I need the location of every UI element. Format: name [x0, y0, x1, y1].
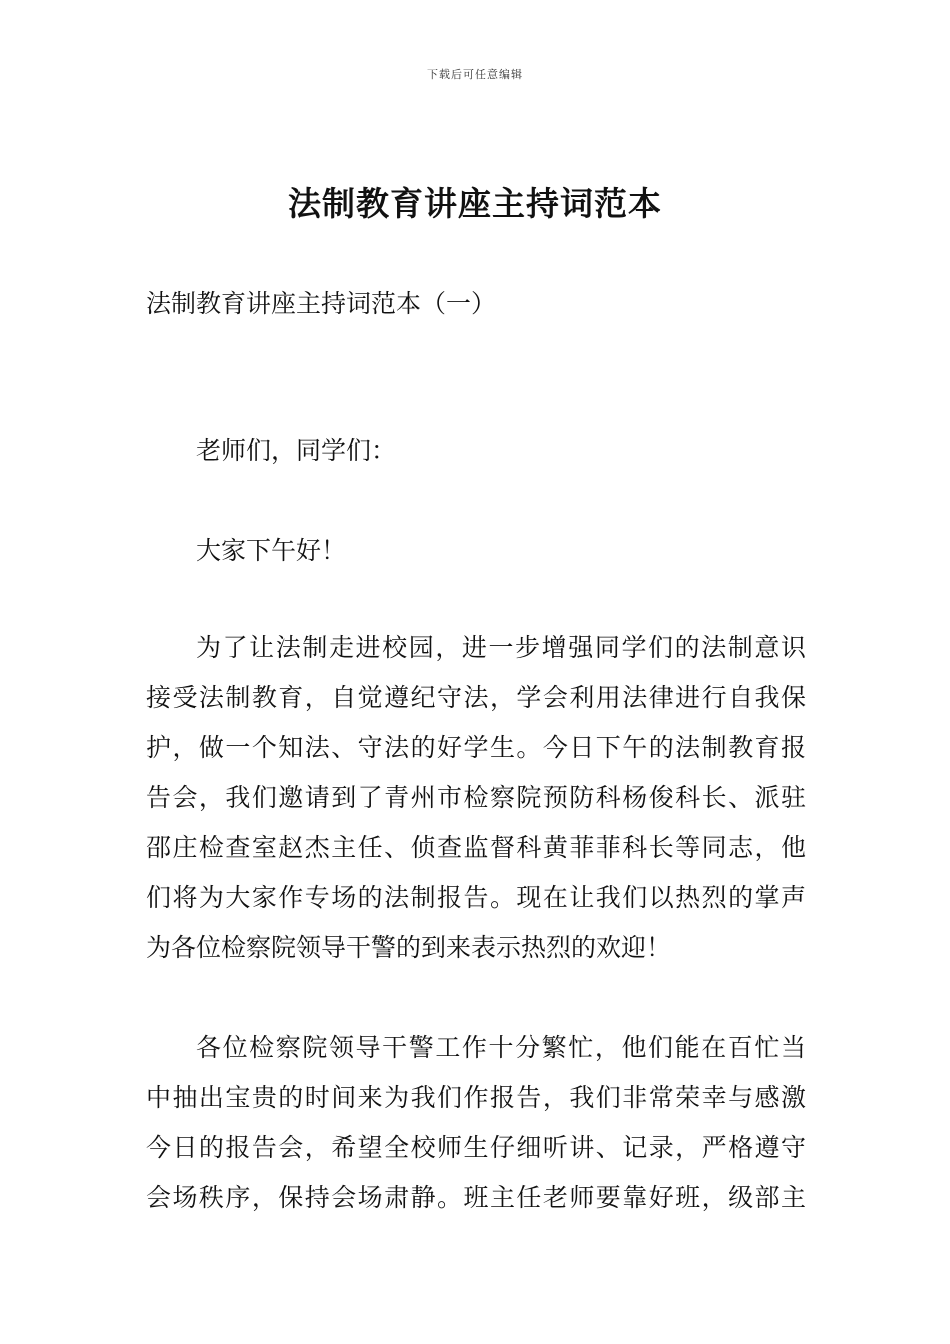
paragraph-1-line: 邵庄检查室赵杰主任、侦查监督科黄菲菲科长等同志，他 [146, 833, 806, 862]
header-note: 下载后可任意编辑 [427, 68, 523, 81]
greeting-line: 老师们，同学们： [196, 436, 397, 465]
document-title: 法制教育讲座主持词范本 [288, 184, 662, 223]
paragraph-2-line: 今日的报告会，希望全校师生仔细听讲、记录，严格遵守 [146, 1133, 806, 1162]
paragraph-1-line: 为各位检察院领导干警的到来表示热烈的欢迎！ [146, 933, 672, 962]
paragraph-2-line: 中抽出宝贵的时间来为我们作报告，我们非常荣幸与感激 [146, 1083, 806, 1112]
paragraph-1-line: 告会，我们邀请到了青州市检察院预防科杨俊科长、派驻 [146, 783, 806, 812]
document-subtitle: 法制教育讲座主持词范本（一） [146, 289, 497, 318]
paragraph-1-line: 护，做一个知法、守法的好学生。今日下午的法制教育报 [146, 733, 806, 762]
paragraph-2-line: 会场秩序，保持会场肃静。班主任老师要靠好班，级部主 [146, 1183, 806, 1212]
paragraph-1-line: 们将为大家作专场的法制报告。现在让我们以热烈的掌声 [146, 883, 806, 912]
salutation-line: 大家下午好！ [196, 536, 347, 565]
paragraph-2-line: 各位检察院领导干警工作十分繁忙，他们能在百忙当 [196, 1033, 806, 1062]
paragraph-1-line: 为了让法制走进校园，进一步增强同学们的法制意识 [196, 633, 806, 662]
paragraph-1-line: 接受法制教育，自觉遵纪守法，学会利用法律进行自我保 [146, 683, 806, 712]
